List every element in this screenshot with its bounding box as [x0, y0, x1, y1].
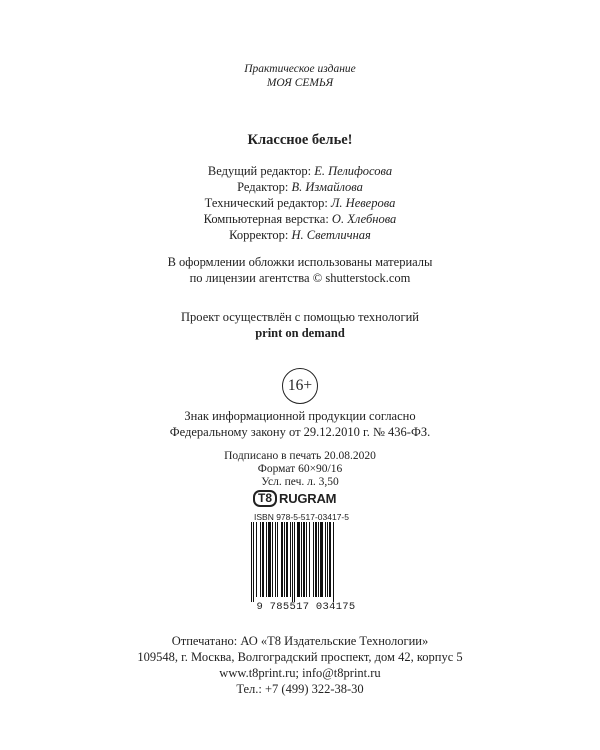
credit-role: Редактор:: [237, 180, 289, 194]
credit-editor: [0, 180, 600, 196]
signed-to-print: Подписано в печать 20.08.2020: [224, 450, 376, 462]
printer-line-1: Отпечатано: АО «Т8 Издательские Технологии»: [171, 634, 429, 648]
rugram-logo: [253, 489, 347, 507]
credit-proofreader: [0, 228, 600, 244]
printer-line-4: Тел.: +7 (499) 322-38-30: [236, 682, 364, 696]
barcode-digits: 9 785517 034175: [256, 601, 356, 613]
credit-role: Компьютерная верстка:: [203, 212, 329, 226]
age-rating-badge: 16+: [282, 368, 318, 404]
credit-layout: [0, 212, 600, 228]
barcode-bar: [262, 522, 264, 597]
barcode-bar: [275, 522, 276, 597]
license-line-1: В оформлении обложки использованы материалы: [167, 255, 433, 269]
credit-name: В. Измайлова: [291, 180, 363, 194]
barcode-bar: [281, 522, 283, 597]
credit-role: Ведущий редактор:: [207, 164, 312, 178]
barcode-bar: [333, 522, 334, 602]
barcode-bar: [294, 522, 295, 602]
barcode-bar: [315, 522, 317, 597]
law-line-2: Федеральному закону от 29.12.2010 г. № 436-ФЗ.: [169, 425, 431, 439]
barcode-bar: [251, 522, 252, 602]
barcode-bar: [260, 522, 261, 597]
license-line-2: по лицензии агентства © shutterstock.com: [189, 271, 411, 285]
barcode-bar: [266, 522, 267, 597]
pod-line-1: Проект осуществлён с помощью технологий: [181, 310, 419, 324]
barcode-bar: [325, 522, 326, 597]
barcode-bar: [272, 522, 273, 597]
credit-name: Е. Пелифосова: [314, 164, 393, 178]
pod-line-2: print on demand: [255, 326, 345, 340]
barcode-bar: [290, 522, 291, 597]
barcode-bar: [284, 522, 285, 597]
printer-line-2: 109548, г. Москва, Волгоградский проспект, дом 42, корпус 5: [137, 650, 463, 664]
credit-name: О. Хлебнова: [331, 212, 397, 226]
barcode-bar: [329, 522, 331, 597]
credit-role: Корректор:: [229, 228, 289, 242]
printed-sheets: Усл. печ. л. 3,50: [261, 476, 339, 488]
credit-tech-editor: [0, 196, 600, 212]
series-name: МОЯ СЕМЬЯ: [266, 77, 334, 89]
series-label: Практическое издание: [244, 63, 356, 75]
barcode-bar: [292, 522, 293, 602]
barcode-bar: [327, 522, 328, 597]
barcode-bar: [309, 522, 310, 597]
barcode-bar: [303, 522, 305, 597]
book-title: Классное белье!: [247, 132, 353, 148]
printer-line-3: www.t8print.ru; info@t8print.ru: [219, 666, 381, 680]
barcode-bar: [268, 522, 271, 597]
credit-lead-editor: [0, 164, 600, 180]
format: Формат 60×90/16: [257, 463, 343, 475]
barcode-bar: [253, 522, 254, 602]
isbn-text: ISBN 978-5-517-03417-5: [254, 512, 349, 522]
credit-role: Технический редактор:: [204, 196, 328, 210]
credit-name: Л. Неверова: [330, 196, 396, 210]
barcode-bar: [286, 522, 288, 597]
barcode-bar: [277, 522, 278, 597]
law-line-1: Знак информационной продукции согласно: [184, 409, 416, 423]
barcode-bar: [306, 522, 307, 597]
isbn-barcode: [247, 522, 365, 602]
barcode-bar: [313, 522, 314, 597]
credit-name: Н. Светличная: [291, 228, 371, 242]
barcode-bar: [301, 522, 302, 597]
barcode-bar: [297, 522, 300, 597]
barcode-bar: [320, 522, 323, 597]
barcode-bar: [256, 522, 257, 597]
logo-mark: T8: [253, 490, 277, 507]
logo-name: RUGRAM: [279, 490, 337, 506]
barcode-bar: [318, 522, 319, 597]
